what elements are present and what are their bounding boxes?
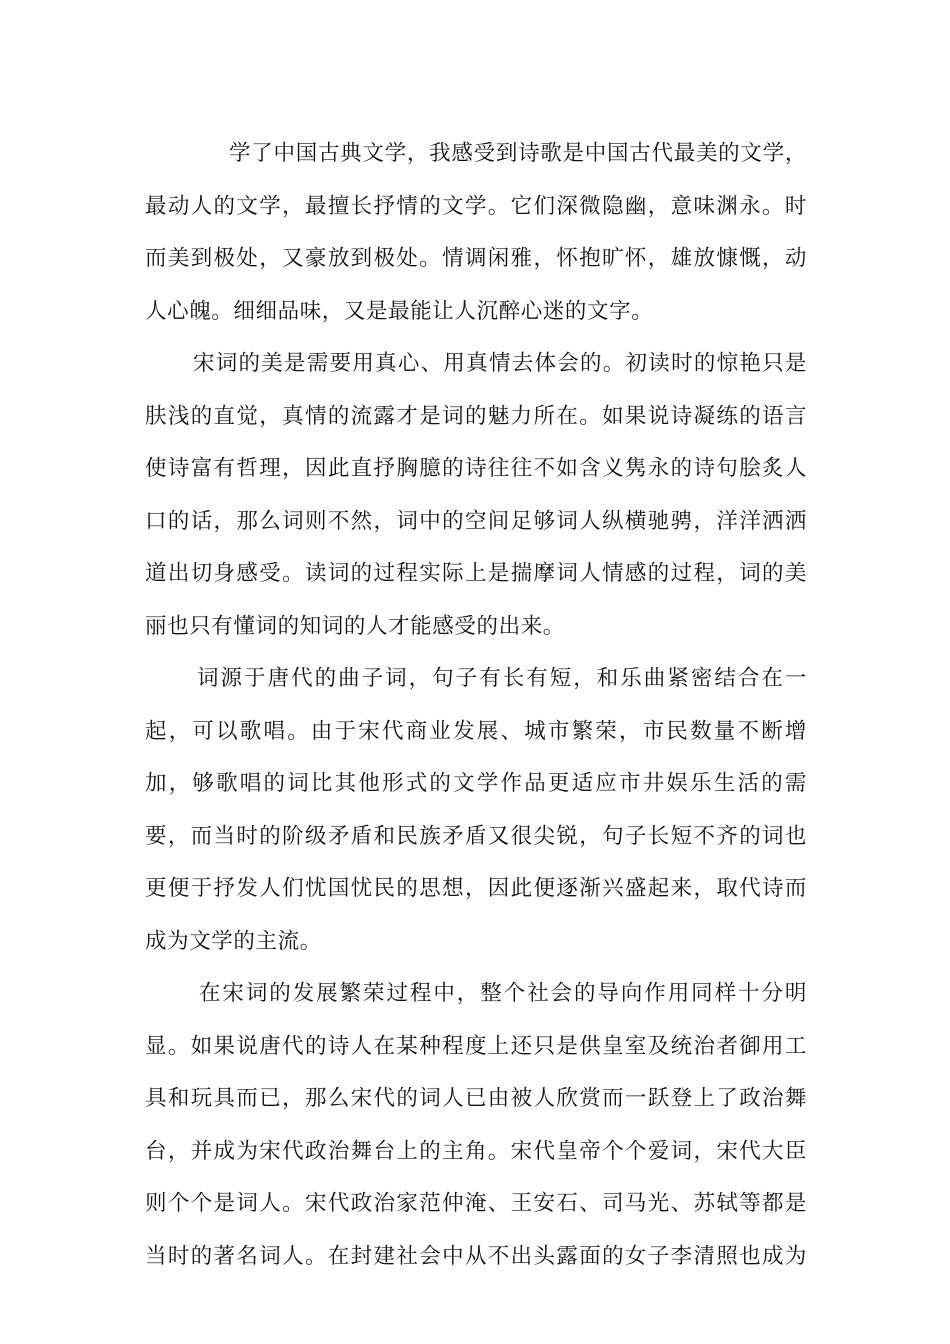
text-line: 起，可以歌唱。由于宋代商业发展、城市繁荣，市民数量不断增 [145,718,807,744]
text-line: 宋词的美是需要用真心、用真情去体会的。初读时的惊艳只是 [193,351,807,376]
text-line: 要，而当时的阶级矛盾和民族矛盾又很尖锐，句子长短不齐的词也 [145,823,807,849]
paragraph-4 [145,968,807,1283]
paragraph-2 [145,338,807,653]
text-line: 口的话，那么词则不然，词中的空间足够词人纵横驰骋，洋洋洒洒 [145,508,807,534]
text-line: 具和玩具而已，那么宋代的词人已由被人欣赏而一跃登上了政治舞 [145,1086,807,1111]
text-line: 加，够歌唱的词比其他形式的文学作品更适应市井娱乐生活的需 [145,771,807,796]
text-line: 学了中国古典文学，我感受到诗歌是中国古代最美的文学， [229,141,807,166]
document-body [145,128,807,1283]
text-line: 在宋词的发展繁荣过程中，整个社会的导向作用同样十分明 [199,981,807,1006]
text-line: 当时的著名词人。在封建社会中从不出头露面的女子李清照也成为 [145,1243,807,1269]
text-line: 道出切身感受。读词的过程实际上是揣摩词人情感的过程，词的美 [145,561,807,586]
text-line: 人心魄。细细品味，又是最能让人沉醉心迷的文字。 [145,298,654,324]
text-line: 最动人的文学，最擅长抒情的文学。它们深微隐幽，意味渊永。时 [145,193,807,219]
text-line: 则个个是词人。宋代政治家范仲淹、王安石、司马光、苏轼等都是 [145,1191,807,1216]
text-line: 台，并成为宋代政治舞台上的主角。宋代皇帝个个爱词，宋代大臣 [145,1138,807,1164]
text-line: 丽也只有懂词的知词的人才能感受的出来。 [145,613,565,639]
text-line: 肤浅的直觉，真情的流露才是词的魅力所在。如果说诗凝练的语言 [145,403,807,429]
paragraph-3 [145,653,807,968]
text-line: 而美到极处，又豪放到极处。情调闲雅，怀抱旷怀，雄放慷慨，动 [145,246,807,271]
text-line: 成为文学的主流。 [145,928,322,954]
text-line: 更便于抒发人们忧国忧民的思想，因此便逐渐兴盛起来，取代诗而 [145,876,807,901]
text-line: 显。如果说唐代的诗人在某种程度上还只是供皇室及统治者御用工 [145,1033,807,1059]
paragraph-1 [145,128,807,338]
text-line: 词源于唐代的曲子词，句子有长有短，和乐曲紧密结合在一 [197,666,807,691]
text-line: 使诗富有哲理，因此直抒胸臆的诗往往不如含义隽永的诗句脍炙人 [145,456,807,481]
